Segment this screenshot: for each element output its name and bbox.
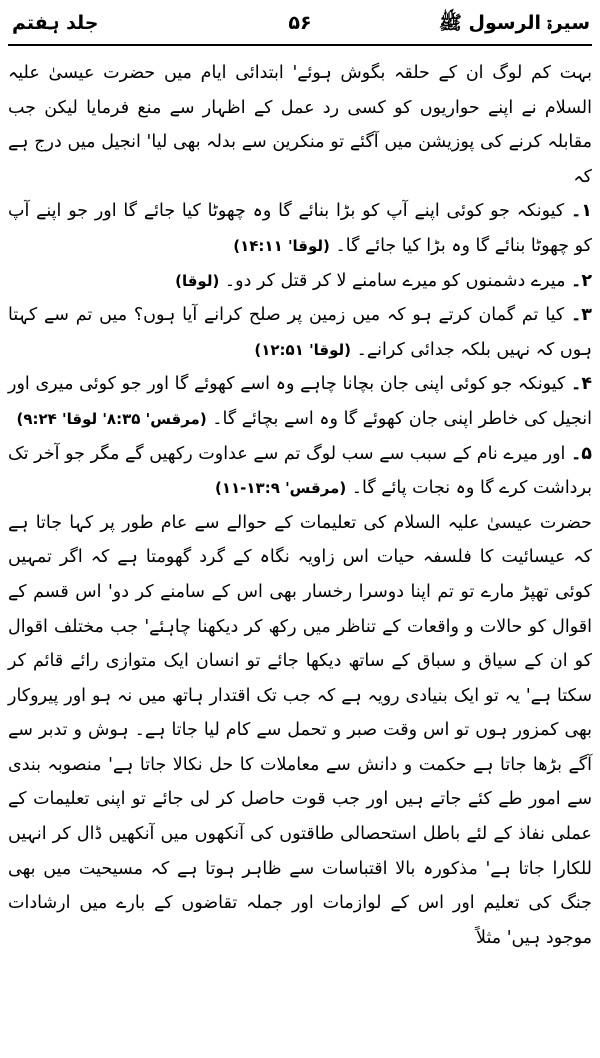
volume-label: جلد ہفتم: [12, 12, 99, 34]
item-text: میرے دشمنوں کو میرے سامنے لا کر قتل کر دو۔: [224, 270, 566, 291]
item-number: ۱۔: [571, 201, 592, 222]
list-item: [8, 194, 592, 263]
page-header: [8, 6, 592, 46]
page-number: ۵۶: [288, 12, 312, 34]
item-reference: (مرقس' ۸:۳۵' لوقا' ۹:۲۴): [16, 409, 207, 428]
list-item: [8, 437, 592, 506]
list-item: [8, 264, 592, 299]
item-reference: (لوقا' ۱۴:۱۱): [233, 236, 330, 255]
item-reference: (لوقا): [175, 271, 220, 290]
item-reference: (لوقا' ۱۲:۵۱): [254, 340, 352, 359]
item-number: ۳۔: [571, 305, 592, 326]
list-item: [8, 367, 592, 436]
item-number: ۴۔: [571, 374, 592, 395]
item-text: کیا تم گمان کرتے ہو کہ میں زمین پر صلح کرانے آیا ہوں؟ میں تم سے کہتا ہوں کہ نہیں بلکہ جدائی کرانے۔: [8, 305, 592, 360]
intro-paragraph: بہت کم لوگ ان کے حلقہ بگوش ہوئے' ابتدائی ایام میں حضرت عیسیٰ علیہ السلام نے اپنے حواریوں کو کسی رد عمل کے اظہار سے منع فرمایا لیکن جب مقابلہ کرنے کی پوزیشن میں آگئے تو منکرین سے بدلہ بھی لیا' انجیل میں درج ہے کہ: [8, 63, 592, 187]
item-number: ۲۔: [571, 270, 592, 291]
list-item: [8, 298, 592, 367]
item-text: اور میرے نام کے سبب سے سب لوگ تم سے عداوت رکھیں گے مگر جو آخر تک برداشت کرے گا وہ نجات پائے گا۔: [8, 443, 592, 499]
conclusion-paragraph: حضرت عیسیٰ علیہ السلام کی تعلیمات کے حوالے سے عام طور پر کہا جاتا ہے کہ عیسائیت کا فلسفہ حیات اس زاویہ نگاہ کے گرد گھومتا ہے کہ اگر تمہیں کوئی تھپڑ مارے تو تم اپنا دوسرا رخسار بھی اس کے سامنے کر دو' اس قسم کے اقوال کو حالات و واقعات کے تناظر میں رکھ کر دیکھنا چاہئے' جب مختلف اقوال کو ان کے سیاق و سباق کے ساتھ دیکھا جائے تو انسان ایک متوازی رائے قائم کر سکتا ہے' یہ تو ایک بنیادی رویہ ہے کہ جب تک اقتدار ہاتھ میں نہ ہو اور پیروکار بھی کمزور ہوں تو اس وقت صبر و تحمل سے کام لیا جاتا ہے۔ ہوش و تدبر سے آگے بڑھا جاتا ہے حکمت و دانش سے معاملات کا حل نکالا جاتا ہے' منصوبہ بندی سے امور طے کئے جاتے ہیں اور جب قوت حاصل کر لی جائے تو اپنی تعلیمات کے عملی نفاذ کے لئے باطل استحصالی طاقتوں کی آنکھوں میں آنکھیں ڈال کر انہیں للکارا جاتا ہے' مذکورہ بالا اقتباسات سے ظاہر ہوتا ہے کہ مسیحیت میں بھی جنگ کی تعلیم اور اس کے لوازمات اور جملہ تقاضوں کے بارے میں ارشادات موجود ہیں' مثلاً: [8, 512, 592, 948]
item-text: کیونکہ جو کوئی اپنی جان بچانا چاہے وہ اسے کھوئے گا اور جو کوئی میری اور انجیل کی خاطر اپنی جان کھوئے گا وہ اسے بچائے گا۔: [8, 374, 592, 429]
page-body: [8, 46, 592, 955]
item-reference: (مرقس' ۱۳:۹-۱۱): [214, 479, 347, 498]
book-title: سیرۃ الرسول ﷺ: [438, 12, 590, 34]
item-text: کیونکہ جو کوئی اپنے آپ کو بڑا بنائے گا وہ چھوٹا کیا جائے گا اور جو اپنے آپ کو چھوٹا بنائے گا وہ بڑا کیا جائے گا۔: [8, 201, 592, 256]
item-number: ۵۔: [571, 443, 592, 464]
